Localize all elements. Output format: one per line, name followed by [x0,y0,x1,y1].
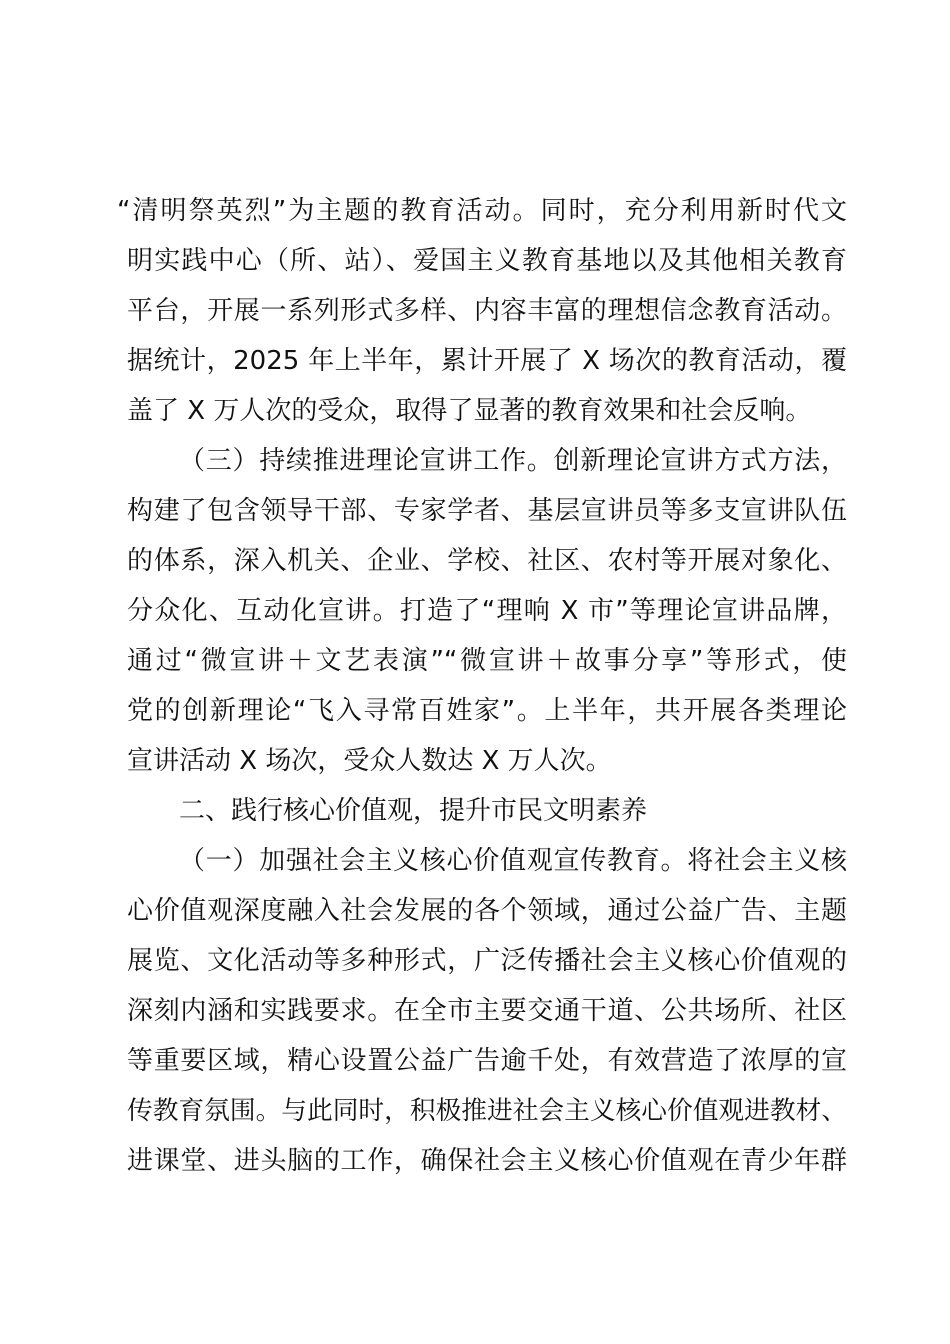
paragraph-line: 明实践中心（所、站）、爱国主义教育基地以及其他相关教育 [127,246,847,276]
paragraph-line: 党的创新理论“飞入寻常百姓家”。上半年，共开展各类理论 [127,696,847,726]
paragraph-line: 深刻内涵和实践要求。在全市主要交通干道、公共场所、社区 [127,996,847,1026]
chapter-heading: 二、践行核心价值观，提升市民文明素养 [179,796,648,826]
paragraph-line: 盖了 X 万人次的受众，取得了显著的教育效果和社会反响。 [127,396,812,426]
section-heading-line: （一）加强社会主义核心价值观宣传教育。将社会主义核 [179,846,847,876]
paragraph-line: 展览、文化活动等多种形式，广泛传播社会主义核心价值观的 [127,946,847,976]
paragraph-line: 据统计，2025 年上半年，累计开展了 X 场次的教育活动，覆 [127,346,847,376]
paragraph-line: 通过“微宣讲＋文艺表演”“微宣讲＋故事分享”等形式，使 [127,646,847,676]
paragraph-line: 构建了包含领导干部、专家学者、基层宣讲员等多支宣讲队伍 [127,496,847,526]
paragraph-line: “清明祭英烈”为主题的教育活动。同时，充分利用新时代文 [117,196,847,226]
paragraph-line: 宣讲活动 X 场次，受众人数达 X 万人次。 [127,746,612,776]
paragraph-line: 平台，开展一系列形式多样、内容丰富的理想信念教育活动。 [127,296,847,326]
paragraph-line: 的体系，深入机关、企业、学校、社区、农村等开展对象化、 [127,546,847,576]
paragraph-line: 分众化、互动化宣讲。打造了“理响 X 市”等理论宣讲品牌， [127,596,847,626]
document-body [117,186,847,1186]
paragraph-line: 心价值观深度融入社会发展的各个领域，通过公益广告、主题 [127,896,847,926]
paragraph-line: 传教育氛围。与此同时，积极推进社会主义核心价值观进教材、 [127,1096,847,1126]
paragraph-line: 等重要区域，精心设置公益广告逾千处，有效营造了浓厚的宣 [127,1046,847,1076]
paragraph-line: 进课堂、进头脑的工作，确保社会主义核心价值观在青少年群 [127,1146,847,1176]
section-heading-line: （三）持续推进理论宣讲工作。创新理论宣讲方式方法， [179,446,847,476]
